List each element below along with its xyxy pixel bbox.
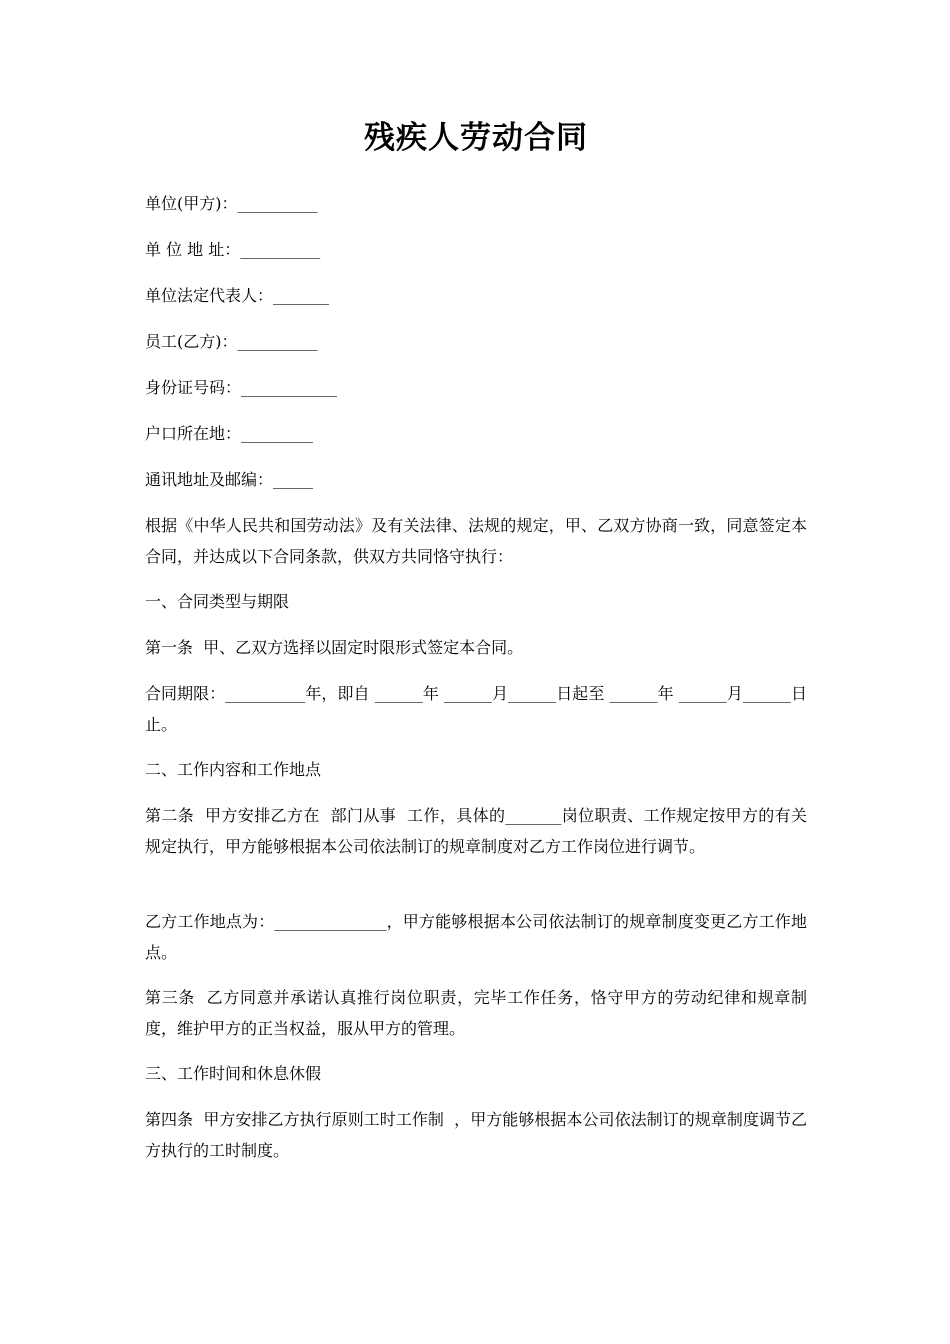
intro-paragraph: 根据《中华人民共和国劳动法》及有关法律、法规的规定，甲、乙双方协商一致，同意签定本合同，并达成以下合同条款，供双方共同恪守执行： [145, 516, 807, 566]
field-employee: 员工(乙方)：__________ [145, 332, 318, 351]
section-heading-3: 三、工作时间和休息休假 [145, 1064, 322, 1083]
article-4: 第四条 甲方安排乙方执行原则工时工作制 ，甲方能够根据本公司依法制订的规章制度调节乙方执行的工时制度。 [145, 1110, 807, 1160]
workplace-paragraph: 乙方工作地点为：______________，甲方能够根据本公司依法制订的规章制度变更乙方工作地点。 [145, 912, 807, 962]
contract-term: 合同期限：__________年，即自 ______年 ______月______日起至 ______年 ______月______日止。 [145, 684, 807, 734]
field-legal-representative: 单位法定代表人：_______ [145, 286, 330, 305]
field-id-number: 身份证号码：____________ [145, 378, 338, 397]
field-employer-address: 单 位 地 址：__________ [145, 240, 321, 259]
document-title: 残疾人劳动合同 [364, 120, 588, 156]
section-heading-2: 二、工作内容和工作地点 [145, 760, 322, 779]
article-1: 第一条 甲、乙双方选择以固定时限形式签定本合同。 [145, 638, 524, 657]
field-address-postcode: 通讯地址及邮编：_____ [145, 470, 314, 489]
article-3: 第三条 乙方同意并承诺认真推行岗位职责，完毕工作任务，恪守甲方的劳动纪律和规章制度，维护甲方的正当权益，服从甲方的管理。 [145, 988, 807, 1038]
field-household-registration: 户口所在地：_________ [145, 424, 314, 443]
section-heading-1: 一、合同类型与期限 [145, 592, 290, 611]
article-2: 第二条 甲方安排乙方在 部门从事 工作，具体的_______岗位职责、工作规定按甲方的有关规定执行，甲方能够根据本公司依法制订的规章制度对乙方工作岗位进行调节。 [145, 806, 807, 856]
field-employer: 单位(甲方)：__________ [145, 194, 318, 213]
